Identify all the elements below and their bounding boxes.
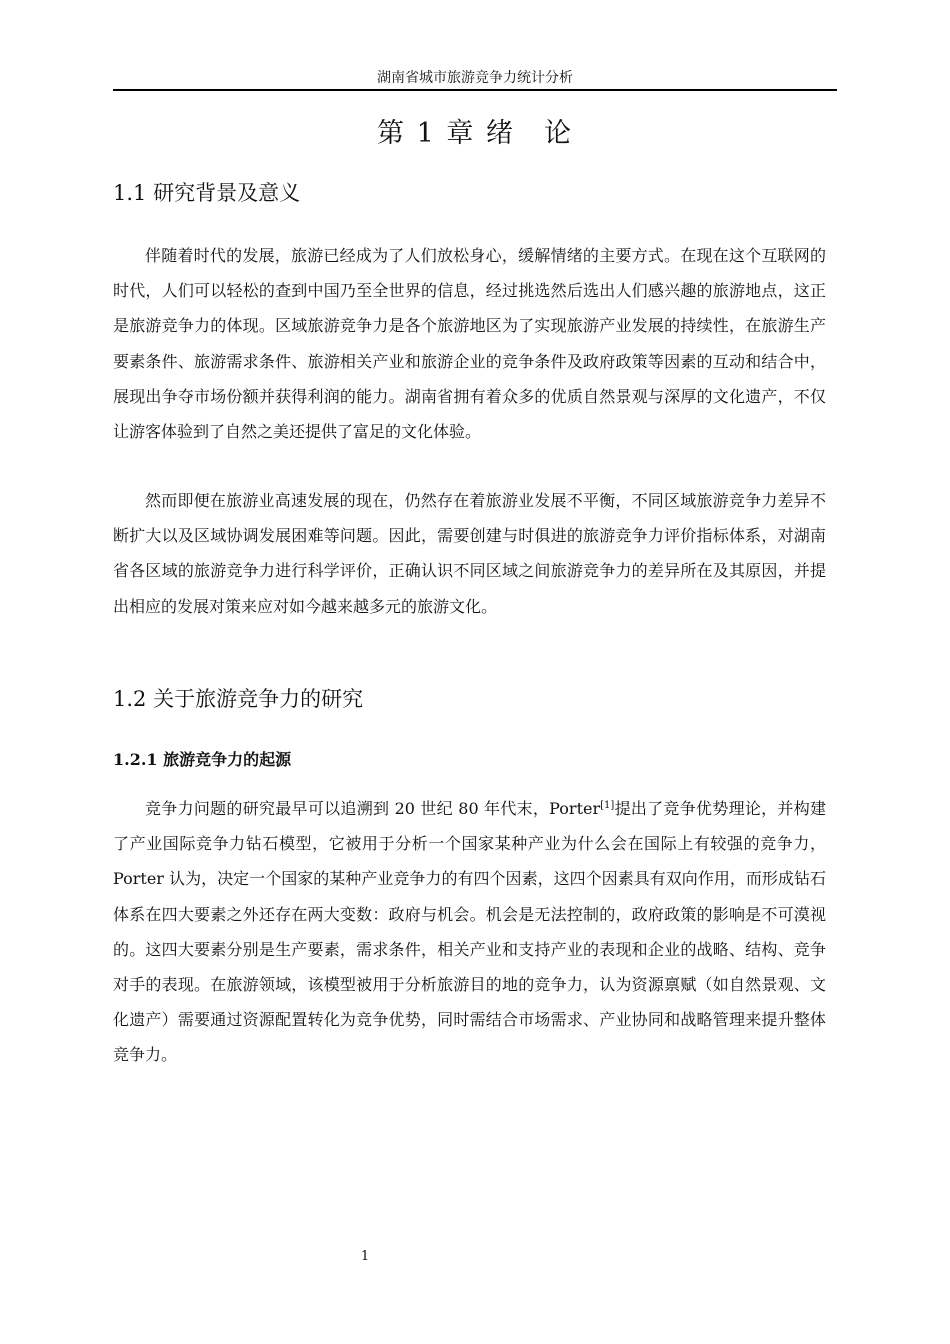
paragraph-1-2-1 bbox=[113, 791, 826, 1073]
chapter-title: 第 1 章 绪 论 bbox=[377, 118, 573, 149]
page-number: 1 bbox=[360, 1249, 370, 1264]
subsection-heading-1-2-1: 1.2.1 旅游竞争力的起源 bbox=[113, 750, 292, 769]
section-heading-1-1: 1.1 研究背景及意义 bbox=[113, 181, 301, 205]
paragraph-1-2-1-text-b: 提出了竞争优势理论，并构建了产业国际竞争力钻石模型，它被用于分析一个国家某种产业为什么会在国际上有较强的竞争力，Porter 认为，决定一个国家的某种产业竞争力的有四个因素，这四个因素具有双向作用，而形成钻石体系在四大要素之外还存在两大变数：政府与机会。机会是无法控制的，政府政策的影响是不可漠视的。这四大要素分别是生产要素，需求条件，相关产业和支持产业的表现和企业的战略、结构、竞争对手的表现。在旅游领域，该模型被用于分析旅游目的地的竞争力，认为资源禀赋（如自然景观、文化遗产）需要通过资源配置转化为竞争优势，同时需结合市场需求、产业协同和战略管理来提升整体竞争力。 bbox=[113, 799, 826, 1065]
section-heading-1-2: 1.2 关于旅游竞争力的研究 bbox=[113, 687, 364, 711]
citation-ref-1[interactable]: [1] bbox=[600, 800, 615, 811]
paragraph-1-1-1: 伴随着时代的发展，旅游已经成为了人们放松身心，缓解情绪的主要方式。在现在这个互联网的时代，人们可以轻松的查到中国乃至全世界的信息，经过挑选然后选出人们感兴趣的旅游地点，这正是旅游竞争力的体现。区域旅游竞争力是各个旅游地区为了实现旅游产业发展的持续性，在旅游生产要素条件、旅游需求条件、旅游相关产业和旅游企业的竞争条件及政府政策等因素的互动和结合中，展现出争夺市场份额并获得利润的能力。湖南省拥有着众多的优质自然景观与深厚的文化遗产，不仅让游客体验到了自然之美还提供了富足的文化体验。 bbox=[113, 246, 826, 442]
paragraph-1-2-1-text-a: 竞争力问题的研究最早可以追溯到 20 世纪 80 年代末，Porter bbox=[145, 799, 601, 818]
running-header: 湖南省城市旅游竞争力统计分析 bbox=[377, 70, 573, 86]
paragraph-1-1-2: 然而即便在旅游业高速发展的现在，仍然存在着旅游业发展不平衡，不同区域旅游竞争力差异不断扩大以及区域协调发展困难等问题。因此，需要创建与时俱进的旅游竞争力评价指标体系，对湖南省各区域的旅游竞争力进行科学评价，正确认识不同区域之间旅游竞争力的差异所在及其原因，并提出相应的发展对策来应对如今越来越多元的旅游文化。 bbox=[113, 491, 826, 616]
header-rule bbox=[113, 89, 837, 91]
